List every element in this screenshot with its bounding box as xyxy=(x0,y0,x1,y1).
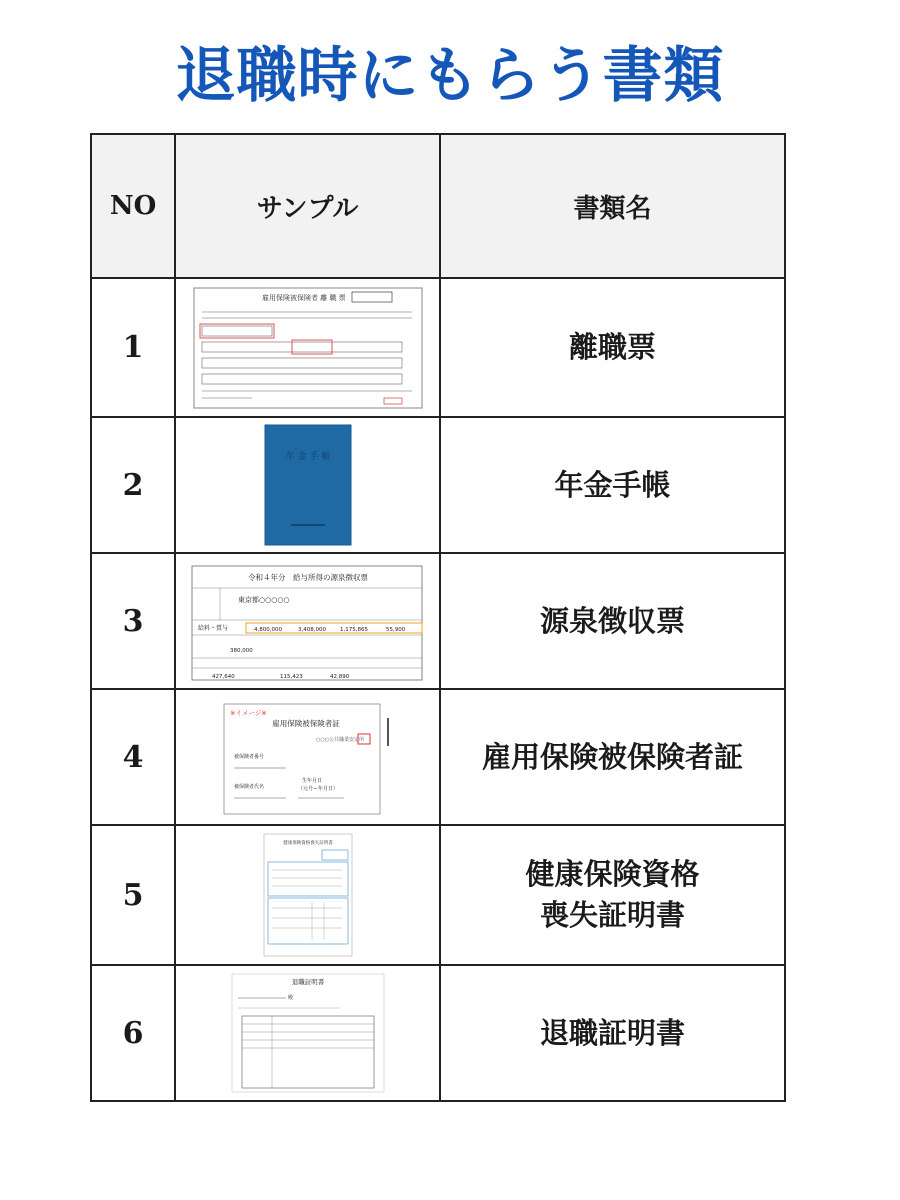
pension-book-thumbnail xyxy=(263,423,353,547)
document-name: 年金手帳 xyxy=(440,417,785,553)
sample-amount: 380,000 xyxy=(229,648,253,654)
sample-cell xyxy=(175,553,440,689)
row-number: 6 xyxy=(91,965,175,1101)
sample-heading: 雇用保険被保険者 離 職 票 xyxy=(261,293,346,302)
table-row xyxy=(91,417,785,553)
sample-cell xyxy=(175,965,440,1101)
sample-cell xyxy=(175,825,440,965)
separation-form-thumbnail xyxy=(192,286,424,410)
table-row xyxy=(91,689,785,825)
page-title: 退職時にもらう書類 xyxy=(175,41,725,111)
row-number: 5 xyxy=(91,825,175,965)
document-name: 退職証明書 xyxy=(440,965,785,1101)
sample-amount: 115,423 xyxy=(279,674,303,680)
sample-heading: 雇用保険被保険者証 xyxy=(271,719,340,728)
header-sample: サンプル xyxy=(175,134,440,278)
sample-stamp: ○○○公共職業安定所 xyxy=(315,737,364,743)
sample-amount: 1,175,865 xyxy=(339,627,368,633)
header-no: NO xyxy=(91,134,175,278)
documents-table xyxy=(90,133,786,1102)
sample-amount: 3,408,000 xyxy=(297,627,326,633)
sample-cell xyxy=(175,689,440,825)
sample-cell xyxy=(175,278,440,417)
sample-field: 生年月日 xyxy=(301,778,322,784)
document-name: 源泉徴収票 xyxy=(440,553,785,689)
sample-heading: 健康保険資格喪失証明書 xyxy=(282,841,333,846)
table-row xyxy=(91,965,785,1101)
sample-cover-text: 年 金 手 帳 xyxy=(285,452,330,462)
certificate-of-loss-thumbnail xyxy=(262,832,354,958)
insurance-card-thumbnail xyxy=(220,696,396,818)
retirement-certificate-thumbnail xyxy=(230,972,386,1094)
sample-cell xyxy=(175,417,440,553)
row-number: 1 xyxy=(91,278,175,417)
sample-kind: 給料・賞与 xyxy=(197,625,228,632)
header-document-name: 書類名 xyxy=(440,134,785,278)
document-name-line: 喪失証明書 xyxy=(539,898,685,932)
document-name: 雇用保険被保険者証 xyxy=(440,689,785,825)
sample-suffix: 殿 xyxy=(287,995,293,1001)
sample-amount: 42,890 xyxy=(329,674,349,680)
row-number: 3 xyxy=(91,553,175,689)
document-name xyxy=(440,825,785,965)
table-row xyxy=(91,825,785,965)
sample-amount: 55,900 xyxy=(385,627,405,633)
sample-heading: 退職証明書 xyxy=(291,978,324,986)
sample-amount: 427,640 xyxy=(211,674,235,680)
sample-tag: ※イメージ※ xyxy=(229,709,267,717)
sample-address: 東京都○○○○○ xyxy=(237,596,290,604)
sample-heading: 令和４年分 給与所得の源泉徴収票 xyxy=(247,573,368,582)
row-number: 4 xyxy=(91,689,175,825)
row-number: 2 xyxy=(91,417,175,553)
sample-field: 被保険者番号 xyxy=(233,754,264,760)
sample-amount: 4,800,000 xyxy=(253,627,282,633)
sample-field: 被保険者氏名 xyxy=(233,784,264,790)
table-row xyxy=(91,278,785,417)
table-row xyxy=(91,553,785,689)
sample-field: （元号ー年月日） xyxy=(297,786,338,792)
document-name: 離職票 xyxy=(440,278,785,417)
withholding-slip-thumbnail xyxy=(190,560,426,682)
document-name-line: 健康保険資格 xyxy=(525,857,700,892)
table-header-row xyxy=(91,134,785,278)
